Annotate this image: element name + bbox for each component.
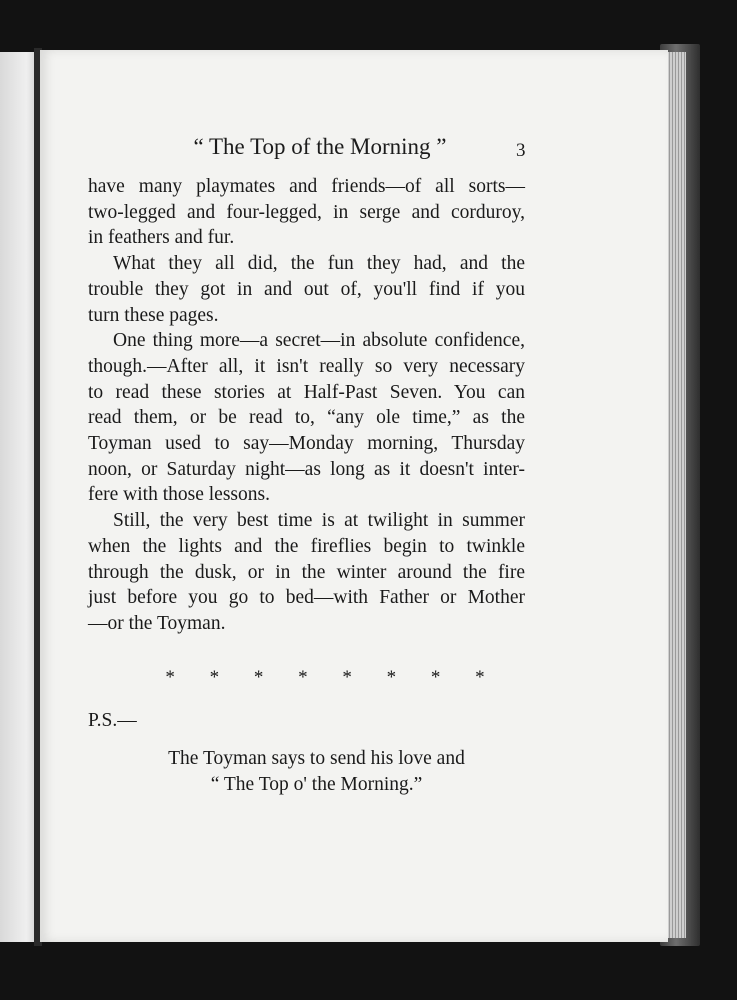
- book-page: [40, 50, 668, 942]
- text-line: noon, or Saturday night—as long as it doesn't inter-: [88, 458, 525, 480]
- text-line: though.—After all, it isn't really so very necessary: [88, 355, 525, 377]
- section-separator: * * * * * * * *: [165, 666, 500, 688]
- text-line: through the dusk, or in the winter around the fire: [88, 561, 525, 583]
- text-line: two-legged and four-legged, in serge and corduroy,: [88, 201, 525, 223]
- text-line: have many playmates and friends—of all sorts—: [88, 176, 525, 197]
- text-line: fere with those lessons.: [88, 484, 270, 506]
- paragraph: [88, 328, 525, 508]
- text-line: What they all did, the fun they had, and the: [113, 253, 525, 275]
- postscript-line: “ The Top o' the Morning.”: [210, 773, 423, 795]
- text-line: read them, or be read to, “any ole time,” as the: [88, 407, 525, 429]
- text-line: in feathers and fur.: [88, 227, 235, 249]
- body-text: [88, 174, 525, 797]
- postscript: [88, 746, 525, 797]
- running-title: “ The Top of the Morning ”: [193, 134, 447, 159]
- paragraph: [88, 508, 525, 637]
- left-page-edge: [0, 52, 38, 942]
- text-line: Toyman used to say—Monday morning, Thursday: [88, 433, 525, 455]
- text-line: just before you go to bed—with Father or Mother: [88, 587, 525, 609]
- text-line: Still, the very best time is at twilight in summer: [113, 510, 525, 532]
- text-line: when the lights and the fireflies begin to twinkle: [88, 535, 525, 557]
- text-line: —or the Toyman.: [88, 612, 226, 634]
- paragraph: [88, 251, 525, 328]
- paragraph: [88, 174, 525, 251]
- postscript-line: The Toyman says to send his love and: [168, 748, 465, 770]
- text-line: One thing more—a secret—in absolute confidence,: [113, 330, 525, 352]
- text-line: trouble they got in and out of, you'll find if you: [88, 278, 525, 300]
- text-line: to read these stories at Half-Past Seven. You can: [88, 381, 525, 403]
- text-line: turn these pages.: [88, 304, 219, 326]
- page-number: 3: [516, 140, 526, 161]
- postscript-label: P.S.—: [88, 710, 137, 732]
